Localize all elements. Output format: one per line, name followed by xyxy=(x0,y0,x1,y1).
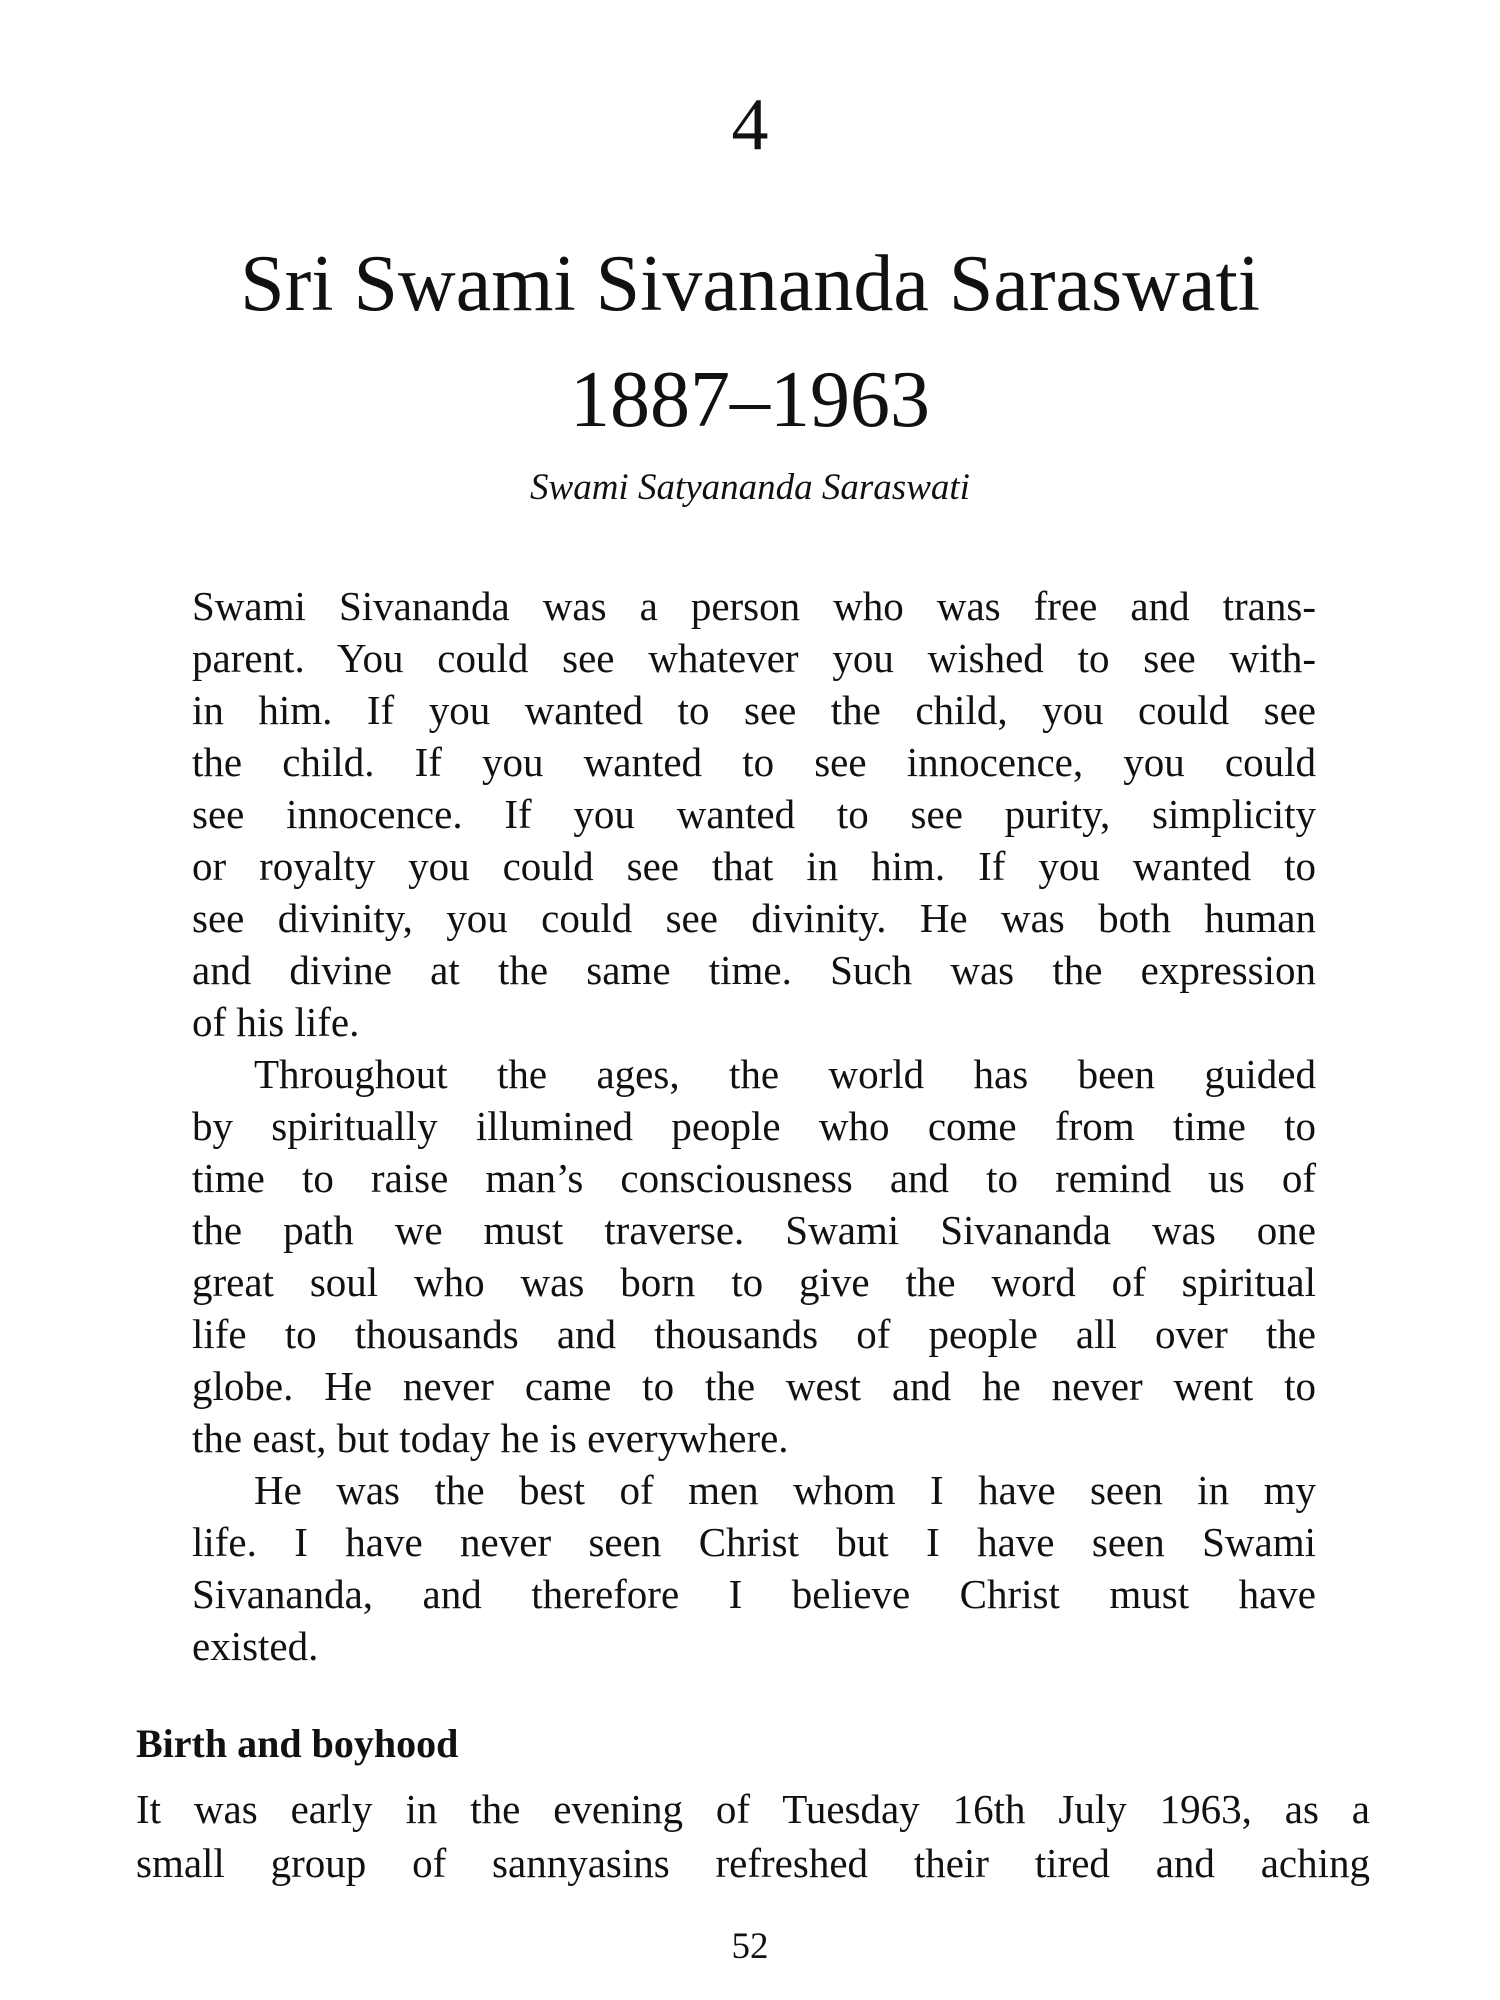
text-line: in him. If you wanted to see the child, you could see xyxy=(192,687,1316,733)
chapter-number: 4 xyxy=(731,84,769,166)
text-line: globe. He never came to the west and he never went to xyxy=(192,1363,1316,1409)
text-line: see innocence. If you wanted to see purity, simplicity xyxy=(192,791,1316,837)
text-line: the east, but today he is everywhere. xyxy=(192,1415,789,1461)
text-line: Swami Sivananda was a person who was free and trans- xyxy=(192,583,1316,629)
text-line: It was early in the evening of Tuesday 16th July 1963, as a xyxy=(136,1786,1370,1832)
chapter-title-line: Sri Swami Sivananda Saraswati xyxy=(240,240,1260,328)
text-line: and divine at the same time. Such was the expression xyxy=(192,947,1316,993)
section-heading: Birth and boyhood xyxy=(136,1721,459,1766)
text-line: of his life. xyxy=(192,999,360,1045)
text-line: existed. xyxy=(192,1623,319,1669)
text-line: Throughout the ages, the world has been guided xyxy=(254,1051,1316,1097)
text-line: by spiritually illumined people who come from time to xyxy=(192,1103,1316,1149)
section-body xyxy=(136,1782,1370,1890)
text-line: life. I have never seen Christ but I have seen Swami xyxy=(192,1519,1316,1565)
text-line: He was the best of men whom I have seen in my xyxy=(254,1467,1316,1513)
text-line: time to raise man’s consciousness and to remind us of xyxy=(192,1155,1316,1201)
chapter-body xyxy=(192,580,1316,1672)
page-number: 52 xyxy=(731,1926,769,1967)
text-line: see divinity, you could see divinity. He was both human xyxy=(192,895,1316,941)
text-line: parent. You could see whatever you wished to see with- xyxy=(192,635,1316,681)
chapter-title xyxy=(0,226,1500,458)
text-line: great soul who was born to give the word of spiritual xyxy=(192,1259,1316,1305)
text-line: Sivananda, and therefore I believe Christ must have xyxy=(192,1571,1316,1617)
text-line: small group of sannyasins refreshed their tired and aching xyxy=(136,1840,1370,1886)
text-line: life to thousands and thousands of people all over the xyxy=(192,1311,1316,1357)
text-line: the child. If you wanted to see innocence, you could xyxy=(192,739,1316,785)
text-line: or royalty you could see that in him. If you wanted to xyxy=(192,843,1316,889)
text-line: the path we must traverse. Swami Sivananda was one xyxy=(192,1207,1316,1253)
chapter-dates: 1887–1963 xyxy=(570,356,930,444)
chapter-author: Swami Satyananda Saraswati xyxy=(530,467,970,508)
